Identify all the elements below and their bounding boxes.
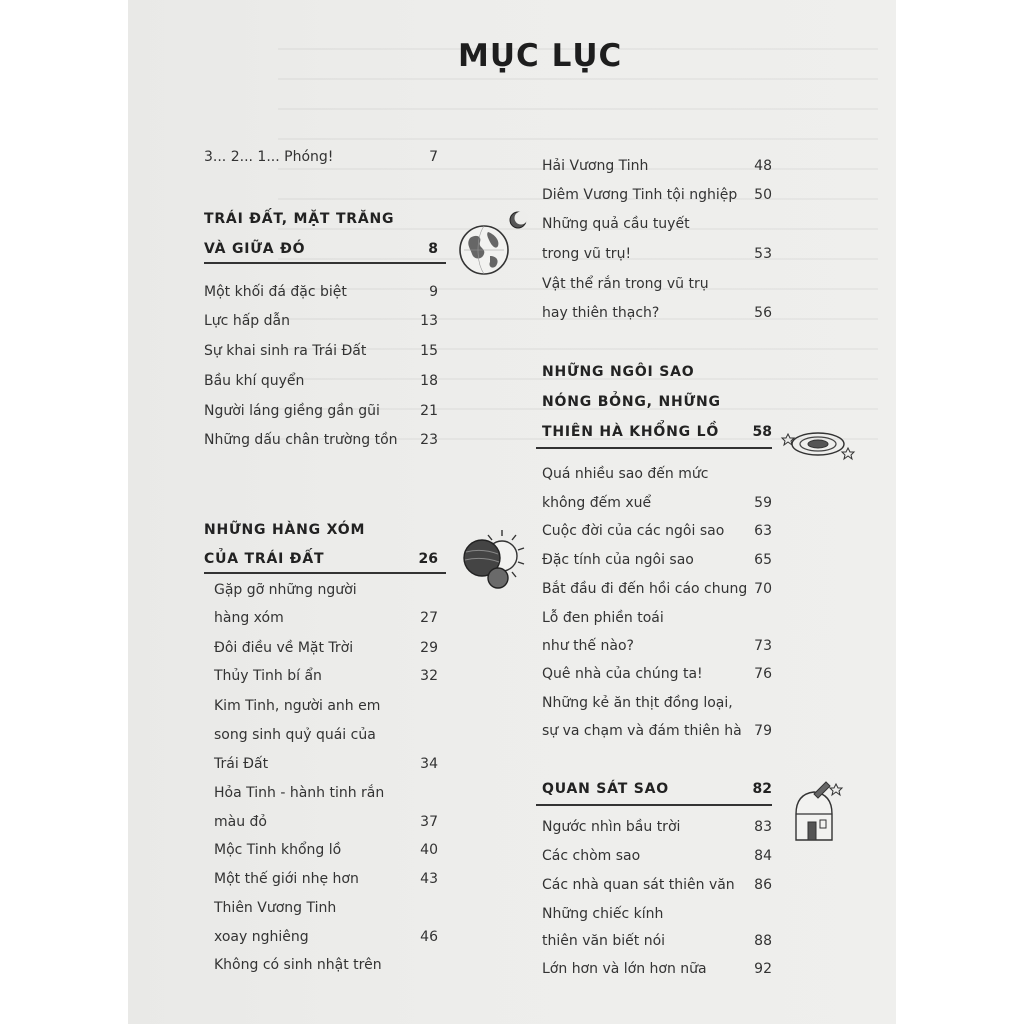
toc-entry: Hải Vương Tinh: [542, 158, 649, 174]
book-page: [128, 0, 896, 1024]
section-rule-stars: [536, 447, 772, 449]
toc-page: 32: [420, 668, 438, 684]
toc-entry: trong vũ trụ!: [542, 246, 632, 262]
section-heading-earth-line1: TRÁI ĐẤT, MẶT TRĂNG: [204, 211, 395, 227]
toc-entry: Bầu khí quyển: [204, 373, 305, 389]
toc-page: 84: [754, 848, 772, 864]
toc-page: 88: [754, 933, 772, 949]
toc-entry: Ngước nhìn bầu trời: [542, 819, 681, 835]
toc-entry: Thiên Vương Tinh: [214, 900, 337, 916]
section-heading-earth-line2: VÀ GIỮA ĐÓ: [204, 241, 306, 257]
section-rule-earth: [204, 262, 446, 264]
toc-entry: Những kẻ ăn thịt đồng loại,: [542, 695, 733, 711]
toc-entry: Các chòm sao: [542, 848, 641, 864]
observatory-icon: [790, 780, 846, 844]
toc-page: 86: [754, 877, 772, 893]
toc-page: 9: [429, 284, 438, 300]
toc-page: 53: [754, 246, 772, 262]
toc-page: 50: [754, 187, 772, 203]
section-page-neighbors: 26: [418, 551, 438, 567]
toc-entry: Gặp gỡ những người: [214, 582, 357, 598]
toc-entry: Đôi điều về Mặt Trời: [214, 640, 354, 656]
toc-page: 59: [754, 495, 772, 511]
section-page-stars: 58: [752, 424, 772, 440]
toc-page-intro: 7: [429, 149, 438, 165]
section-rule-observe: [536, 804, 772, 806]
toc-entry: Những quả cầu tuyết: [542, 216, 690, 232]
toc-entry: thiên văn biết nói: [542, 933, 666, 949]
section-heading-neighbors-line1: NHỮNG HÀNG XÓM: [204, 522, 366, 538]
toc-page: 73: [754, 638, 772, 654]
earth-icon: [456, 222, 512, 278]
toc-entry: Quá nhiều sao đến mức: [542, 466, 709, 482]
toc-entry: như thế nào?: [542, 638, 634, 654]
toc-entry: Sự khai sinh ra Trái Đất: [204, 343, 367, 359]
toc-page: 48: [754, 158, 772, 174]
toc-page: 56: [754, 305, 772, 321]
toc-page: 40: [420, 842, 438, 858]
toc-page: 83: [754, 819, 772, 835]
toc-entry: màu đỏ: [214, 814, 267, 830]
toc-entry: Thủy Tinh bí ẩn: [214, 668, 322, 684]
section-page-earth: 8: [428, 241, 438, 257]
toc-entry: Một khối đá đặc biệt: [204, 284, 347, 300]
section-page-observe: 82: [752, 781, 772, 797]
section-heading-neighbors-line2: CỦA TRÁI ĐẤT: [204, 551, 325, 567]
toc-entry: không đếm xuể: [542, 495, 652, 511]
toc-entry: Những chiếc kính: [542, 906, 664, 922]
toc-entry: Bắt đầu đi đến hồi cáo chung: [542, 581, 748, 597]
toc-page: 76: [754, 666, 772, 682]
toc-entry: xoay nghiêng: [214, 929, 309, 945]
toc-page: 43: [420, 871, 438, 887]
toc-page: 29: [420, 640, 438, 656]
section-heading-stars-line3: THIÊN HÀ KHỔNG LỒ: [542, 424, 720, 440]
toc-entry: Cuộc đời của các ngôi sao: [542, 523, 725, 539]
toc-entry: Không có sinh nhật trên: [214, 957, 382, 973]
toc-entry-intro: 3... 2... 1... Phóng!: [204, 149, 334, 165]
toc-entry: song sinh quỷ quái của: [214, 727, 376, 743]
toc-entry: Vật thể rắn trong vũ trụ: [542, 276, 709, 292]
toc-entry: Một thế giới nhẹ hơn: [214, 871, 359, 887]
moon-icon: [508, 210, 528, 230]
page-title: MỤC LỤC: [458, 38, 623, 74]
toc-page: 46: [420, 929, 438, 945]
toc-entry: Hỏa Tinh - hành tinh rắn: [214, 785, 385, 801]
toc-entry: hay thiên thạch?: [542, 305, 660, 321]
toc-page: 92: [754, 961, 772, 977]
toc-page: 79: [754, 723, 772, 739]
toc-page: 21: [420, 403, 438, 419]
toc-entry: Lực hấp dẫn: [204, 313, 290, 329]
toc-page: 27: [420, 610, 438, 626]
section-heading-observe: QUAN SÁT SAO: [542, 781, 669, 797]
toc-entry: Những dấu chân trường tồn: [204, 432, 398, 448]
toc-entry: Diêm Vương Tinh tội nghiệp: [542, 187, 738, 203]
toc-entry: Lỗ đen phiền toái: [542, 610, 664, 626]
toc-entry: Đặc tính của ngôi sao: [542, 552, 694, 568]
section-heading-stars-line2: NÓNG BỎNG, NHỮNG: [542, 394, 721, 410]
toc-page: 37: [420, 814, 438, 830]
toc-entry: Kim Tinh, người anh em: [214, 698, 381, 714]
toc-page: 18: [420, 373, 438, 389]
planets-sun-icon: [454, 528, 526, 592]
toc-page: 34: [420, 756, 438, 772]
toc-page: 70: [754, 581, 772, 597]
toc-page: 65: [754, 552, 772, 568]
toc-page: 15: [420, 343, 438, 359]
toc-entry: hàng xóm: [214, 610, 284, 626]
toc-entry: sự va chạm và đám thiên hà: [542, 723, 742, 739]
toc-page: 13: [420, 313, 438, 329]
section-heading-stars-line1: NHỮNG NGÔI SAO: [542, 364, 695, 380]
galaxy-icon: [780, 424, 856, 464]
toc-entry: Người láng giềng gần gũi: [204, 403, 380, 419]
toc-entry: Lớn hơn và lớn hơn nữa: [542, 961, 707, 977]
toc-page: 63: [754, 523, 772, 539]
toc-entry: Quê nhà của chúng ta!: [542, 666, 703, 682]
section-rule-neighbors: [204, 572, 446, 574]
toc-page: 23: [420, 432, 438, 448]
toc-entry: Mộc Tinh khổng lồ: [214, 842, 342, 858]
toc-entry: Các nhà quan sát thiên văn: [542, 877, 735, 893]
toc-entry: Trái Đất: [214, 756, 269, 772]
